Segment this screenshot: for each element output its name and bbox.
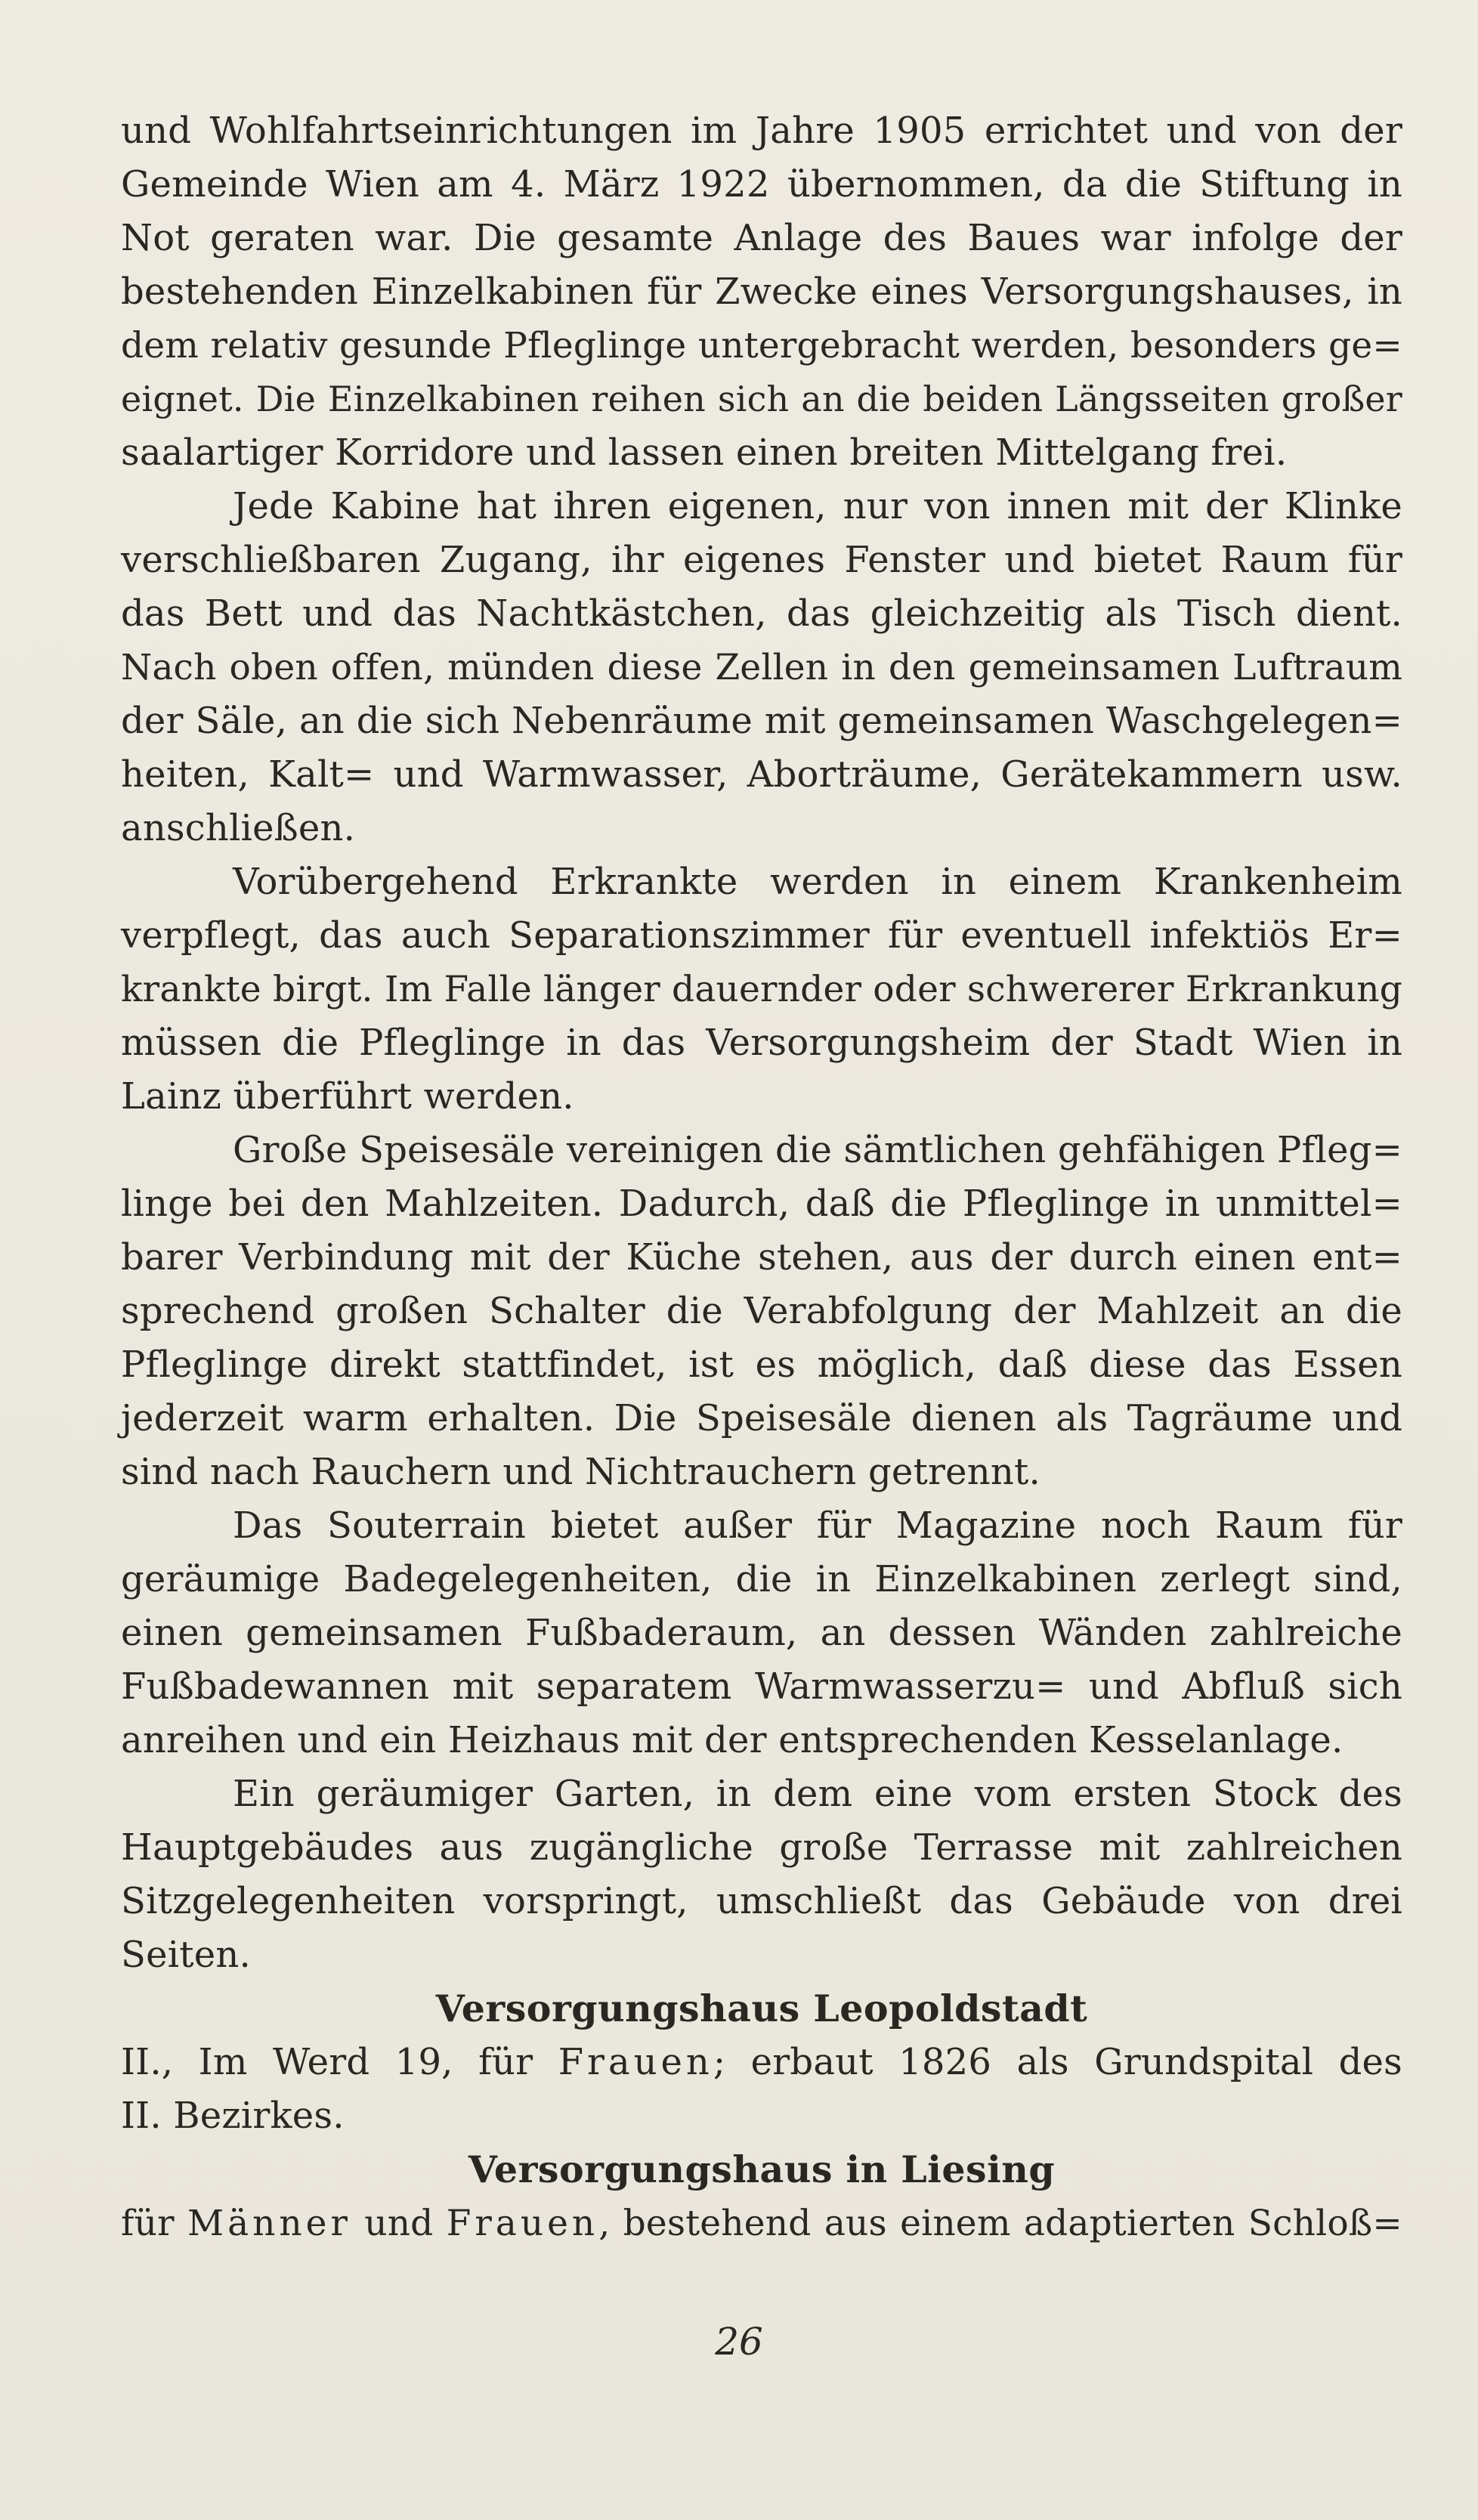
text-line: der Säle, an die sich Nebenräume mit gemeinsamen Waschgelegen= (121, 700, 1402, 742)
text-line: Fußbadewannen mit separatem Warmwasserzu= und Abfluß sich (121, 1665, 1402, 1708)
text-line: müssen die Pfleglinge in das Versorgungsheim der Stadt Wien in (121, 1022, 1402, 1064)
text-line: Jede Kabine hat ihren eigenen, nur von innen mit der Klinke (233, 485, 1402, 527)
text-line: Pfleglinge direkt stattfindet, ist es möglich, daß diese das Essen (121, 1343, 1402, 1386)
text-line: verpflegt, das auch Separationszimmer für eventuell infektiös Er= (121, 914, 1402, 957)
page-number: 26 (715, 2320, 763, 2364)
text-line: Große Speisesäle vereinigen die sämtlichen gehfähigen Pfleg= (233, 1129, 1403, 1171)
text-fragment: ; erbaut 1826 als Grundspital des (713, 2041, 1402, 2083)
section-heading-leopoldstadt: Versorgungshaus Leopoldstadt (435, 1987, 1088, 2030)
text-line: eignet. Die Einzelkabinen reihen sich an die beiden Längsseiten großer (121, 379, 1402, 419)
text-line: Hauptgebäudes aus zugängliche große Terrasse mit zahlreichen (121, 1826, 1402, 1869)
text-line: heiten, Kalt= und Warmwasser, Aborträume, Gerätekammern usw. (121, 753, 1402, 796)
section-heading-liesing: Versorgungshaus in Liesing (468, 2147, 1056, 2191)
text-line: sind nach Rauchern und Nichtrauchern getrennt. (121, 1451, 1040, 1493)
text-line: Vorübergehend Erkrankte werden in einem Krankenheim (233, 861, 1402, 903)
text-line: und Wohlfahrtseinrichtungen im Jahre 1905 errichtet und von der (121, 110, 1402, 152)
text-line: II. Bezirkes. (121, 2095, 345, 2137)
text-line (121, 2197, 1402, 2250)
text-line: saalartiger Korridore und lassen einen breiten Mittelgang frei. (121, 431, 1288, 474)
text-line: jederzeit warm erhalten. Die Speisesäle dienen als Tagräume und (121, 1397, 1402, 1439)
text-line: Gemeinde Wien am 4. März 1922 übernommen, da die Stiftung in (121, 163, 1402, 206)
text-line: Ein geräumiger Garten, in dem eine vom ersten Stock des (233, 1773, 1402, 1815)
text-fragment: II., Im Werd 19, für (121, 2041, 558, 2083)
spaced-word-frauen: Frauen (446, 2203, 599, 2244)
text-line: Sitzgelegenheiten vorspringt, umschließt das Gebäude von drei (121, 1880, 1402, 1922)
text-fragment: und (351, 2203, 447, 2244)
text-line: Not geraten war. Die gesamte Anlage des Baues war infolge der (121, 217, 1402, 259)
text-line: Nach oben offen, münden diese Zellen in den gemeinsamen Luftraum (121, 647, 1402, 688)
text-line: das Bett und das Nachtkästchen, das gleichzeitig als Tisch dient. (121, 592, 1402, 635)
text-line: krankte birgt. Im Falle länger dauernder oder schwererer Erkrankung (121, 969, 1402, 1010)
text-line: geräumige Badegelegenheiten, die in Einzelkabinen zerlegt sind, (121, 1558, 1402, 1600)
text-line: verschließbaren Zugang, ihr eigenes Fenster und bietet Raum für (121, 539, 1402, 581)
text-line: barer Verbindung mit der Küche stehen, aus der durch einen ent= (121, 1236, 1402, 1279)
text-line: bestehenden Einzelkabinen für Zwecke eines Versorgungshauses, in (121, 271, 1402, 313)
text-line: Das Souterrain bietet außer für Magazine noch Raum für (233, 1504, 1402, 1547)
text-line: sprechend großen Schalter die Verabfolgung der Mahlzeit an die (121, 1290, 1402, 1332)
text-line: Lainz überführt werden. (121, 1075, 574, 1118)
text-line: linge bei den Mahlzeiten. Dadurch, daß die Pfleglinge in unmittel= (121, 1183, 1402, 1225)
text-line: dem relativ gesunde Pfleglinge untergebracht werden, besonders ge= (121, 325, 1402, 366)
spaced-word-frauen: Frauen (558, 2041, 713, 2083)
text-fragment: für (121, 2203, 187, 2244)
spaced-word-maenner: Männer (187, 2203, 351, 2244)
text-line: einen gemeinsamen Fußbaderaum, an dessen Wänden zahlreiche (121, 1612, 1402, 1654)
text-line: anreihen und ein Heizhaus mit der entsprechenden Kesselanlage. (121, 1719, 1343, 1761)
text-fragment: , bestehend aus einem adaptierten Schloß= (598, 2203, 1402, 2244)
text-line: Seiten. (121, 1934, 251, 1976)
text-line (121, 2036, 1402, 2089)
body-text (121, 104, 1402, 2250)
text-line: anschließen. (121, 807, 356, 849)
